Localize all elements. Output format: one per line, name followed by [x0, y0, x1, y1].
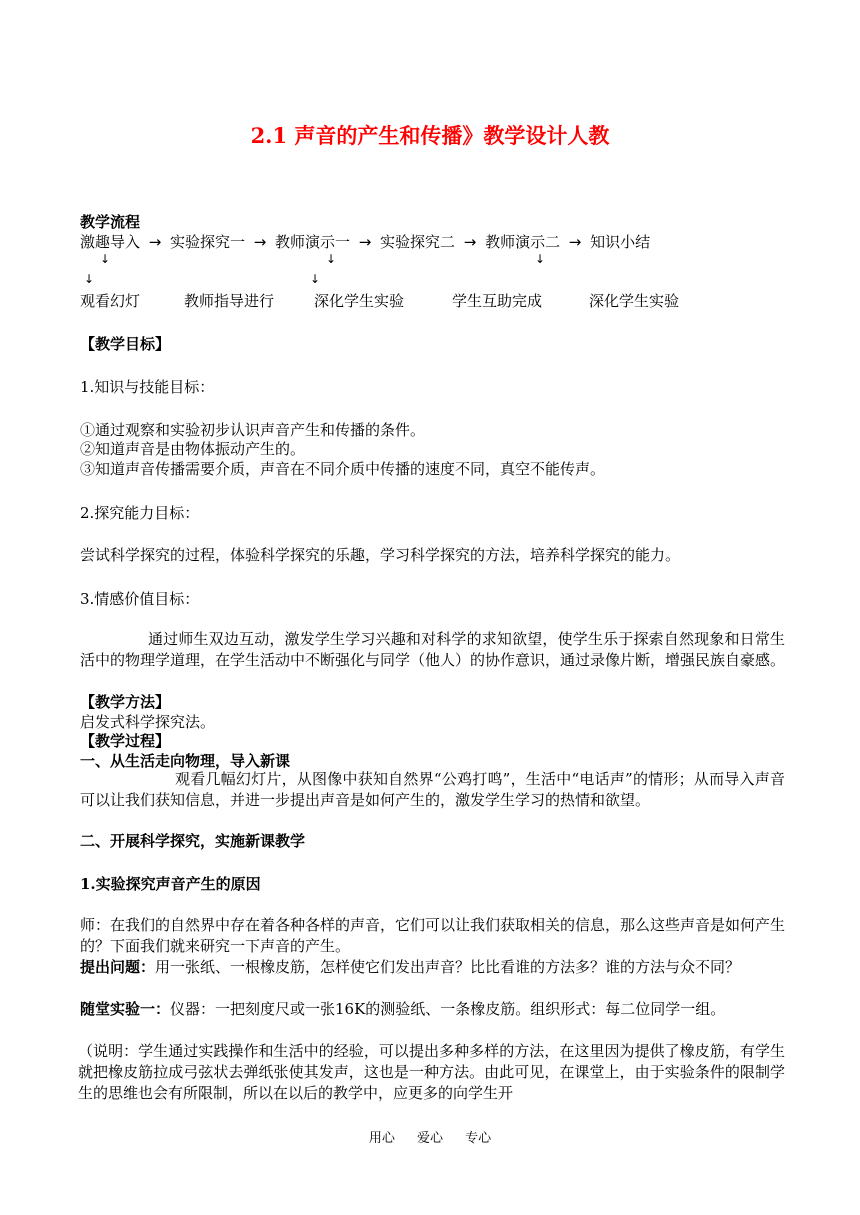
down-arrow-icon: ↓: [84, 272, 95, 286]
experiment-label: 随堂实验一：: [80, 1000, 171, 1018]
inquiry-goal-title: 2.探究能力目标：: [80, 504, 200, 522]
question-text: 用一张纸、一根橡皮筋，怎样使它们发出声音？比比看谁的方法多？谁的方法与众不同？: [155, 958, 741, 976]
right-arrow-icon: →: [568, 233, 582, 251]
question-label: 提出问题：: [80, 958, 156, 976]
knowledge-goal-title: 1.知识与技能目标：: [80, 378, 215, 396]
page-footer: 用心 爱心 专心: [368, 1131, 492, 1146]
objectives-heading: 【教学目标】: [80, 335, 171, 353]
flow-step: 实验探究一: [170, 233, 246, 251]
down-arrow-icon: ↓: [535, 252, 546, 266]
note-text: （说明：学生通过实践操作和生活中的经验，可以提出多种多样的方法，在这里因为提供了橡皮筋，有学生就把橡皮筋拉成弓弦状去弹纸张使其发声，这也是一种方法。由此可见，在课堂上，由于实验条件的限制学生的思维也会有所限制，所以在以后的教学中，应更多的向学生开: [78, 1042, 785, 1102]
flow-step: 教师演示一: [275, 233, 351, 251]
teacher-text: 师：在我们的自然界中存在着各种各样的声音，它们可以让我们获取相关的信息，那么这些声音是如何产生的？下面我们就来研究一下声音的产生。: [80, 916, 786, 955]
document-title: 2.1 声音的产生和传播》教学设计人教: [250, 123, 610, 148]
knowledge-goal-item: ②知道声音是由物体振动产生的。: [80, 440, 306, 458]
question-paragraph: [80, 957, 785, 978]
method-text: 启发式科学探究法。: [80, 713, 216, 731]
right-arrow-icon: →: [148, 233, 162, 251]
flow-heading: 教学流程: [80, 213, 141, 231]
right-arrow-icon: →: [253, 233, 267, 251]
inquiry-goal-text: 尝试科学探究的过程，体验科学探究的乐趣，学习科学探究的方法，培养科学探究的能力。: [80, 546, 681, 564]
part2-title: 二、开展科学探究，实施新课教学: [80, 832, 306, 850]
flow-step: 实验探究二: [380, 233, 456, 251]
part1-text: 观看几幅幻灯片，从图像中获知自然界“公鸡打鸣”，生活中“电话声”的情形；从而导入声音可以让我们获知信息，并进一步提出声音是如何产生的，激发学生学习的热情和欲望。: [80, 770, 785, 809]
flow-step: 知识小结: [590, 233, 651, 251]
flow-bottom-item: 学生互助完成: [452, 292, 543, 310]
flow-bottom-item: 教师指导进行: [184, 292, 275, 310]
emotion-goal-text: 通过师生双边互动，激发学生学习兴趣和对科学的求知欲望，使学生乐于探索自然现象和日常生活中的物理学道理，在学生活动中不断强化与同学（他人）的协作意识，通过录像片断，增强民族自豪感。: [80, 630, 786, 669]
right-arrow-icon: →: [463, 233, 477, 251]
process-heading: 【教学过程】: [80, 732, 171, 750]
part1-title: 一、从生活走向物理，导入新课: [80, 752, 291, 770]
flow-step: 激趣导入: [80, 233, 141, 251]
method-heading: 【教学方法】: [80, 693, 171, 711]
down-arrow-icon: ↓: [310, 272, 321, 286]
flow-bottom-item: 观看幻灯: [80, 292, 141, 310]
flow-step: 教师演示二: [485, 233, 561, 251]
sub1-title: 1.实验探究声音产生的原因: [80, 875, 261, 893]
knowledge-goal-item: ③知道声音传播需要介质，声音在不同介质中传播的速度不同，真空不能传声。: [80, 460, 606, 478]
flow-steps-row: [80, 231, 650, 252]
right-arrow-icon: →: [358, 233, 372, 251]
down-arrow-icon: ↓: [100, 252, 111, 266]
emotion-goal-title: 3.情感价值目标：: [80, 590, 200, 608]
flow-bottom-item: 深化学生实验: [589, 292, 680, 310]
experiment-text: 仪器：一把刻度尺或一张16K的测验纸、一条橡皮筋。组织形式：每二位同学一组。: [170, 1000, 726, 1018]
flow-bottom-item: 深化学生实验: [314, 292, 405, 310]
down-arrow-icon: ↓: [326, 252, 337, 266]
knowledge-goal-item: ①通过观察和实验初步认识声音产生和传播的条件。: [80, 421, 426, 439]
experiment-paragraph: [80, 999, 785, 1020]
